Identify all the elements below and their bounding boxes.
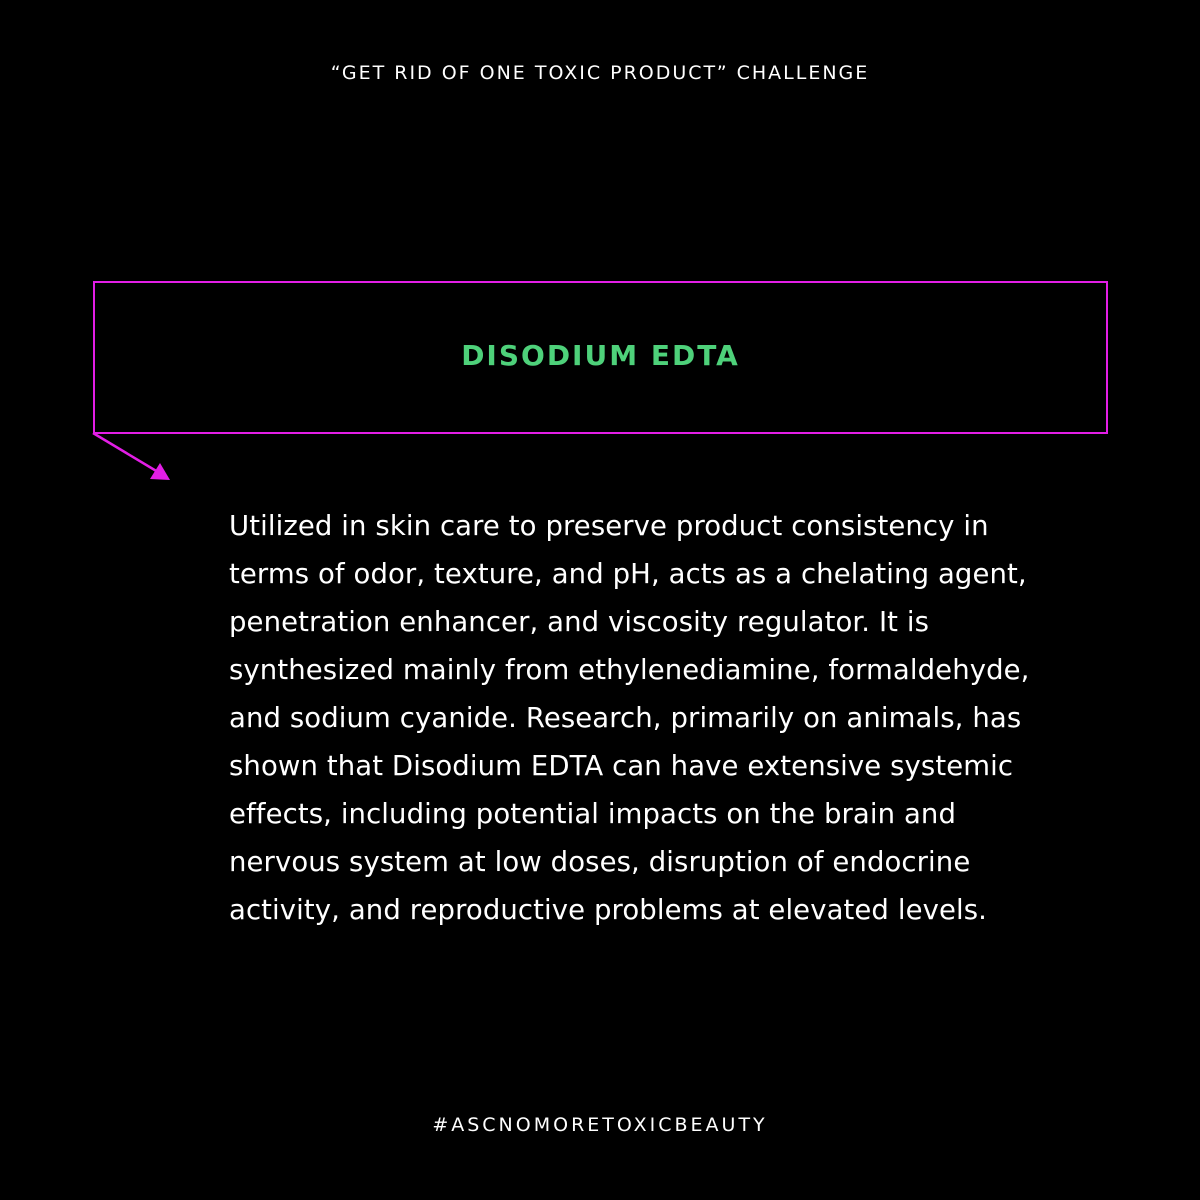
description-line: synthesized mainly from ethylenediamine, formaldehyde, xyxy=(229,654,1030,686)
description-line: effects, including potential impacts on the brain and xyxy=(229,798,956,830)
description-line: penetration enhancer, and viscosity regulator. It is xyxy=(229,606,930,638)
arrow-down-right-icon xyxy=(88,428,178,488)
ingredient-title-box xyxy=(93,281,1108,434)
description-line: Utilized in skin care to preserve product consistency in xyxy=(229,510,989,542)
description-line: terms of odor, texture, and pH, acts as a chelating agent, xyxy=(229,558,1027,590)
description-line: activity, and reproductive problems at elevated levels. xyxy=(229,894,987,926)
ingredient-name: DISODIUM EDTA xyxy=(461,339,740,372)
challenge-header: “GET RID OF ONE TOXIC PRODUCT” CHALLENGE xyxy=(330,62,870,84)
description-line: shown that Disodium EDTA can have extensive systemic xyxy=(229,750,1014,782)
ingredient-description xyxy=(229,502,1129,934)
description-line: nervous system at low doses, disruption of endocrine xyxy=(229,846,971,878)
description-line: and sodium cyanide. Research, primarily on animals, has xyxy=(229,702,1022,734)
footer-hashtag: #ASCNOMORETOXICBEAUTY xyxy=(432,1114,768,1136)
